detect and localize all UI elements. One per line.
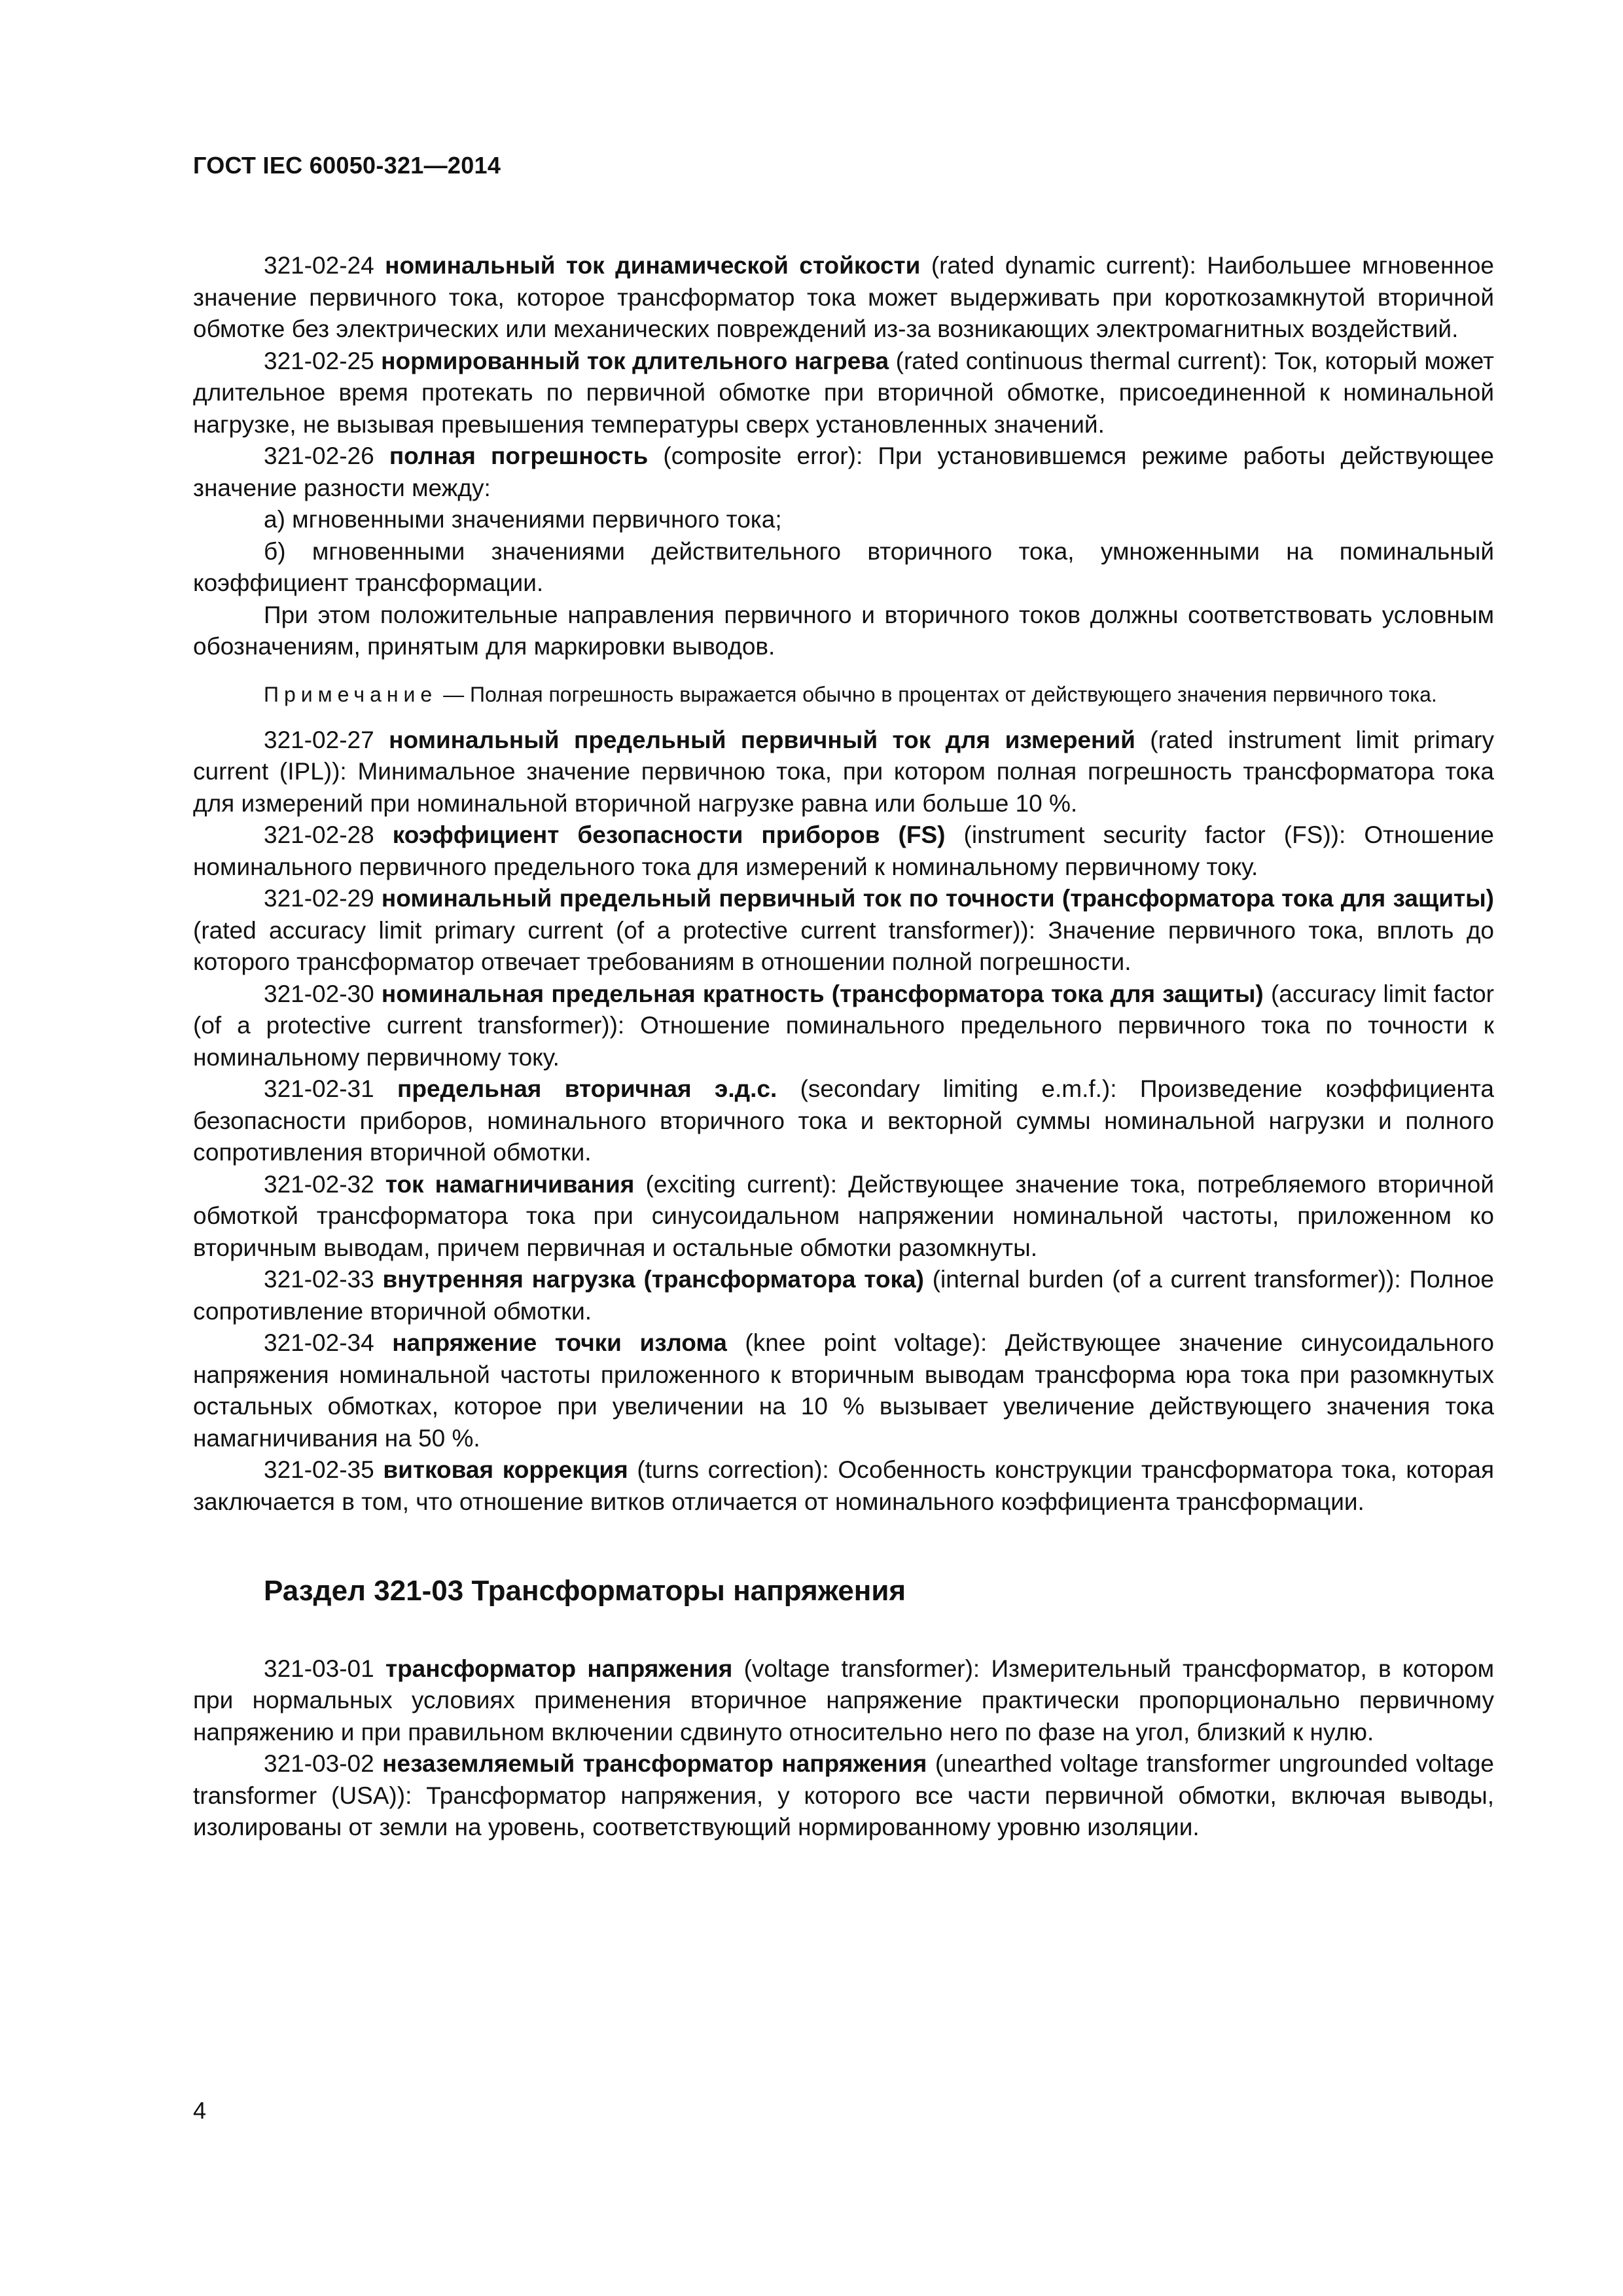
entry-definition: (voltage transformer): Измерительный трансформатор, в котором при нормальных условиях применения вторичное напряжение практически пропорционально первичному напряжению и при правильном включении сдвинуто относительно него по фазе на угол, близкий к нулю. bbox=[193, 1655, 1494, 1746]
document-header: ГОСТ IEC 60050-321—2014 bbox=[193, 152, 501, 179]
entry-term: номинальный ток динамической стойкости bbox=[385, 252, 921, 279]
entry-number: 321-02-27 bbox=[264, 726, 374, 753]
section-heading: Раздел 321-03 Трансформаторы напряжения bbox=[264, 1575, 906, 1607]
entry-number: 321-02-30 bbox=[264, 980, 374, 1007]
entry-definition: (exciting current): Действующее значение тока, потребляемого вторичной обмоткой трансформатора тока при синусоидальном напряжении номинальной частоты, приложенном ко вторичным выводам, причем первичная и остальные обмотки разомкнуты. bbox=[193, 1170, 1495, 1261]
term-entry bbox=[193, 725, 1494, 820]
term-entry bbox=[193, 1169, 1494, 1265]
entry-number: 321-02-26 bbox=[264, 442, 374, 469]
entry-term: номинальный предельный первичный ток по точности (трансформатора тока для защиты) bbox=[381, 885, 1494, 912]
entry-number: 321-02-34 bbox=[264, 1329, 374, 1356]
term-entry bbox=[193, 819, 1494, 883]
entry-definition: (knee point voltage): Действующее значение синусоидального напряжения номинальной частоты приложенного к вторичным выводам трансформа юра тока при разомкнутых остальных обмотках, которое при увеличении на 10 % вызывает увеличение действующего значения тока намагничивания на 50 %. bbox=[193, 1329, 1494, 1452]
paragraph: При этом положительные направления первичного и вторичного токов должны соответствовать условным обозначениям, принятым для маркировки выводов. bbox=[193, 601, 1494, 660]
entry-number: 321-02-24 bbox=[264, 252, 374, 279]
entry-number: 321-02-31 bbox=[264, 1075, 374, 1102]
entry-definition: (secondary limiting e.m.f.): Произведение коэффициента безопасности приборов, номинального вторичного тока и векторной суммы номинальной нагрузки и полного сопротивления вторичной обмотки. bbox=[193, 1075, 1495, 1166]
entry-term: нормированный ток длительного нагрева bbox=[381, 347, 889, 374]
note-text: — Полная погрешность выражается обычно в процентах от действующего значения первичного тока. bbox=[437, 682, 1437, 706]
entry-term: напряжение точки излома bbox=[392, 1329, 727, 1356]
term-entry bbox=[193, 346, 1494, 441]
note-label: Примечание bbox=[264, 682, 438, 706]
list-item: а) мгновенными значениями первичного тока; bbox=[264, 506, 782, 533]
entry-term: предельная вторичная э.д.с. bbox=[397, 1075, 777, 1102]
entry-number: 321-02-32 bbox=[264, 1170, 374, 1198]
term-entry bbox=[193, 1327, 1494, 1454]
entry-definition: (turns correction): Особенность конструкции трансформатора тока, которая заключается в том, что отношение витков отличается от номинального коэффициента трансформации. bbox=[193, 1456, 1494, 1515]
entry-number: 321-02-28 bbox=[264, 821, 374, 848]
entry-term: витковая коррекция bbox=[383, 1456, 628, 1483]
entry-term: ток намагничивания bbox=[385, 1170, 635, 1198]
entry-term: полная погрешность bbox=[389, 442, 649, 469]
document-body bbox=[193, 250, 1494, 1844]
entry-definition: (rated dynamic current): Наибольшее мгновенное значение первичного тока, которое трансформатор тока может выдерживать при короткозамкнутой вторичной обмотке без электрических или механических повреждений из-за возникающих электромагнитных воздействий. bbox=[193, 252, 1495, 342]
entry-term: незаземляемый трансформатор напряжения bbox=[382, 1750, 927, 1777]
entry-number: 321-02-33 bbox=[264, 1266, 374, 1293]
page-number: 4 bbox=[193, 2097, 207, 2124]
entry-definition: (rated continuous thermal current): Ток, который может длительное время протекать по первичной обмотке при вторичной обмотке, присоединенной к номинальной нагрузке, не вызывая превышения температуры сверх установленных значений. bbox=[193, 347, 1494, 438]
entry-term: номинальный предельный первичный ток для измерений bbox=[389, 726, 1135, 753]
entry-term: трансформатор напряжения bbox=[385, 1655, 733, 1682]
entry-number: 321-02-35 bbox=[264, 1456, 374, 1483]
entry-definition: (unearthed voltage transformer ungrounded voltage transformer (USA)): Трансформатор напряжения, у которого все части первичной обмотки, включая выводы, изолированы от земли на уровень, соответствующий нормированному уровню изоляции. bbox=[193, 1750, 1494, 1840]
term-entry bbox=[193, 1073, 1494, 1169]
term-entry bbox=[193, 1264, 1494, 1327]
entry-definition: (instrument security factor (FS)): Отношение номинального первичного предельного тока для измерений к номинальному первичному току. bbox=[193, 821, 1495, 880]
list-item: б) мгновенными значениями действительного вторичного тока, умноженными на поминальный коэффициент трансформации. bbox=[193, 537, 1494, 596]
note bbox=[193, 680, 1494, 709]
entry-definition: (internal burden (of a current transformer)): Полное сопротивление вторичной обмотки. bbox=[193, 1266, 1494, 1325]
entry-term: номинальная предельная кратность (трансформатора тока для защиты) bbox=[381, 980, 1264, 1007]
entry-definition: (rated accuracy limit primary current (of a protective current transformer)): Значение первичного тока, вплоть до которого трансформатор отвечает требованиям в отношении полной погрешности. bbox=[193, 916, 1494, 975]
entry-number: 321-03-01 bbox=[264, 1655, 374, 1682]
term-entry bbox=[193, 1653, 1494, 1749]
term-entry bbox=[193, 883, 1494, 978]
entry-number: 321-02-25 bbox=[264, 347, 374, 374]
term-entry bbox=[193, 250, 1494, 346]
entry-term: коэффициент безопасности приборов (FS) bbox=[392, 821, 946, 848]
term-entry bbox=[193, 1748, 1494, 1844]
entry-number: 321-03-02 bbox=[264, 1750, 374, 1777]
term-entry bbox=[193, 440, 1494, 504]
entry-definition: (accuracy limit factor (of a protective current transformer)): Отношение поминального предельного первичного тока по точности к номинальному первичному току. bbox=[193, 980, 1494, 1071]
entry-definition: (composite error): При установившемся режиме работы действующее значение разности между: bbox=[193, 442, 1494, 501]
entry-definition: (rated instrument limit primary current (IPL)): Минимальное значение первичною тока, при котором полная погрешность трансформатора тока для измерений при номинальной вторичной нагрузке равна или больше 10 %. bbox=[193, 726, 1494, 817]
entry-term: внутренняя нагрузка (трансформатора тока) bbox=[382, 1266, 924, 1293]
term-entry bbox=[193, 1454, 1494, 1518]
entry-number: 321-02-29 bbox=[264, 885, 374, 912]
term-entry bbox=[193, 978, 1494, 1074]
